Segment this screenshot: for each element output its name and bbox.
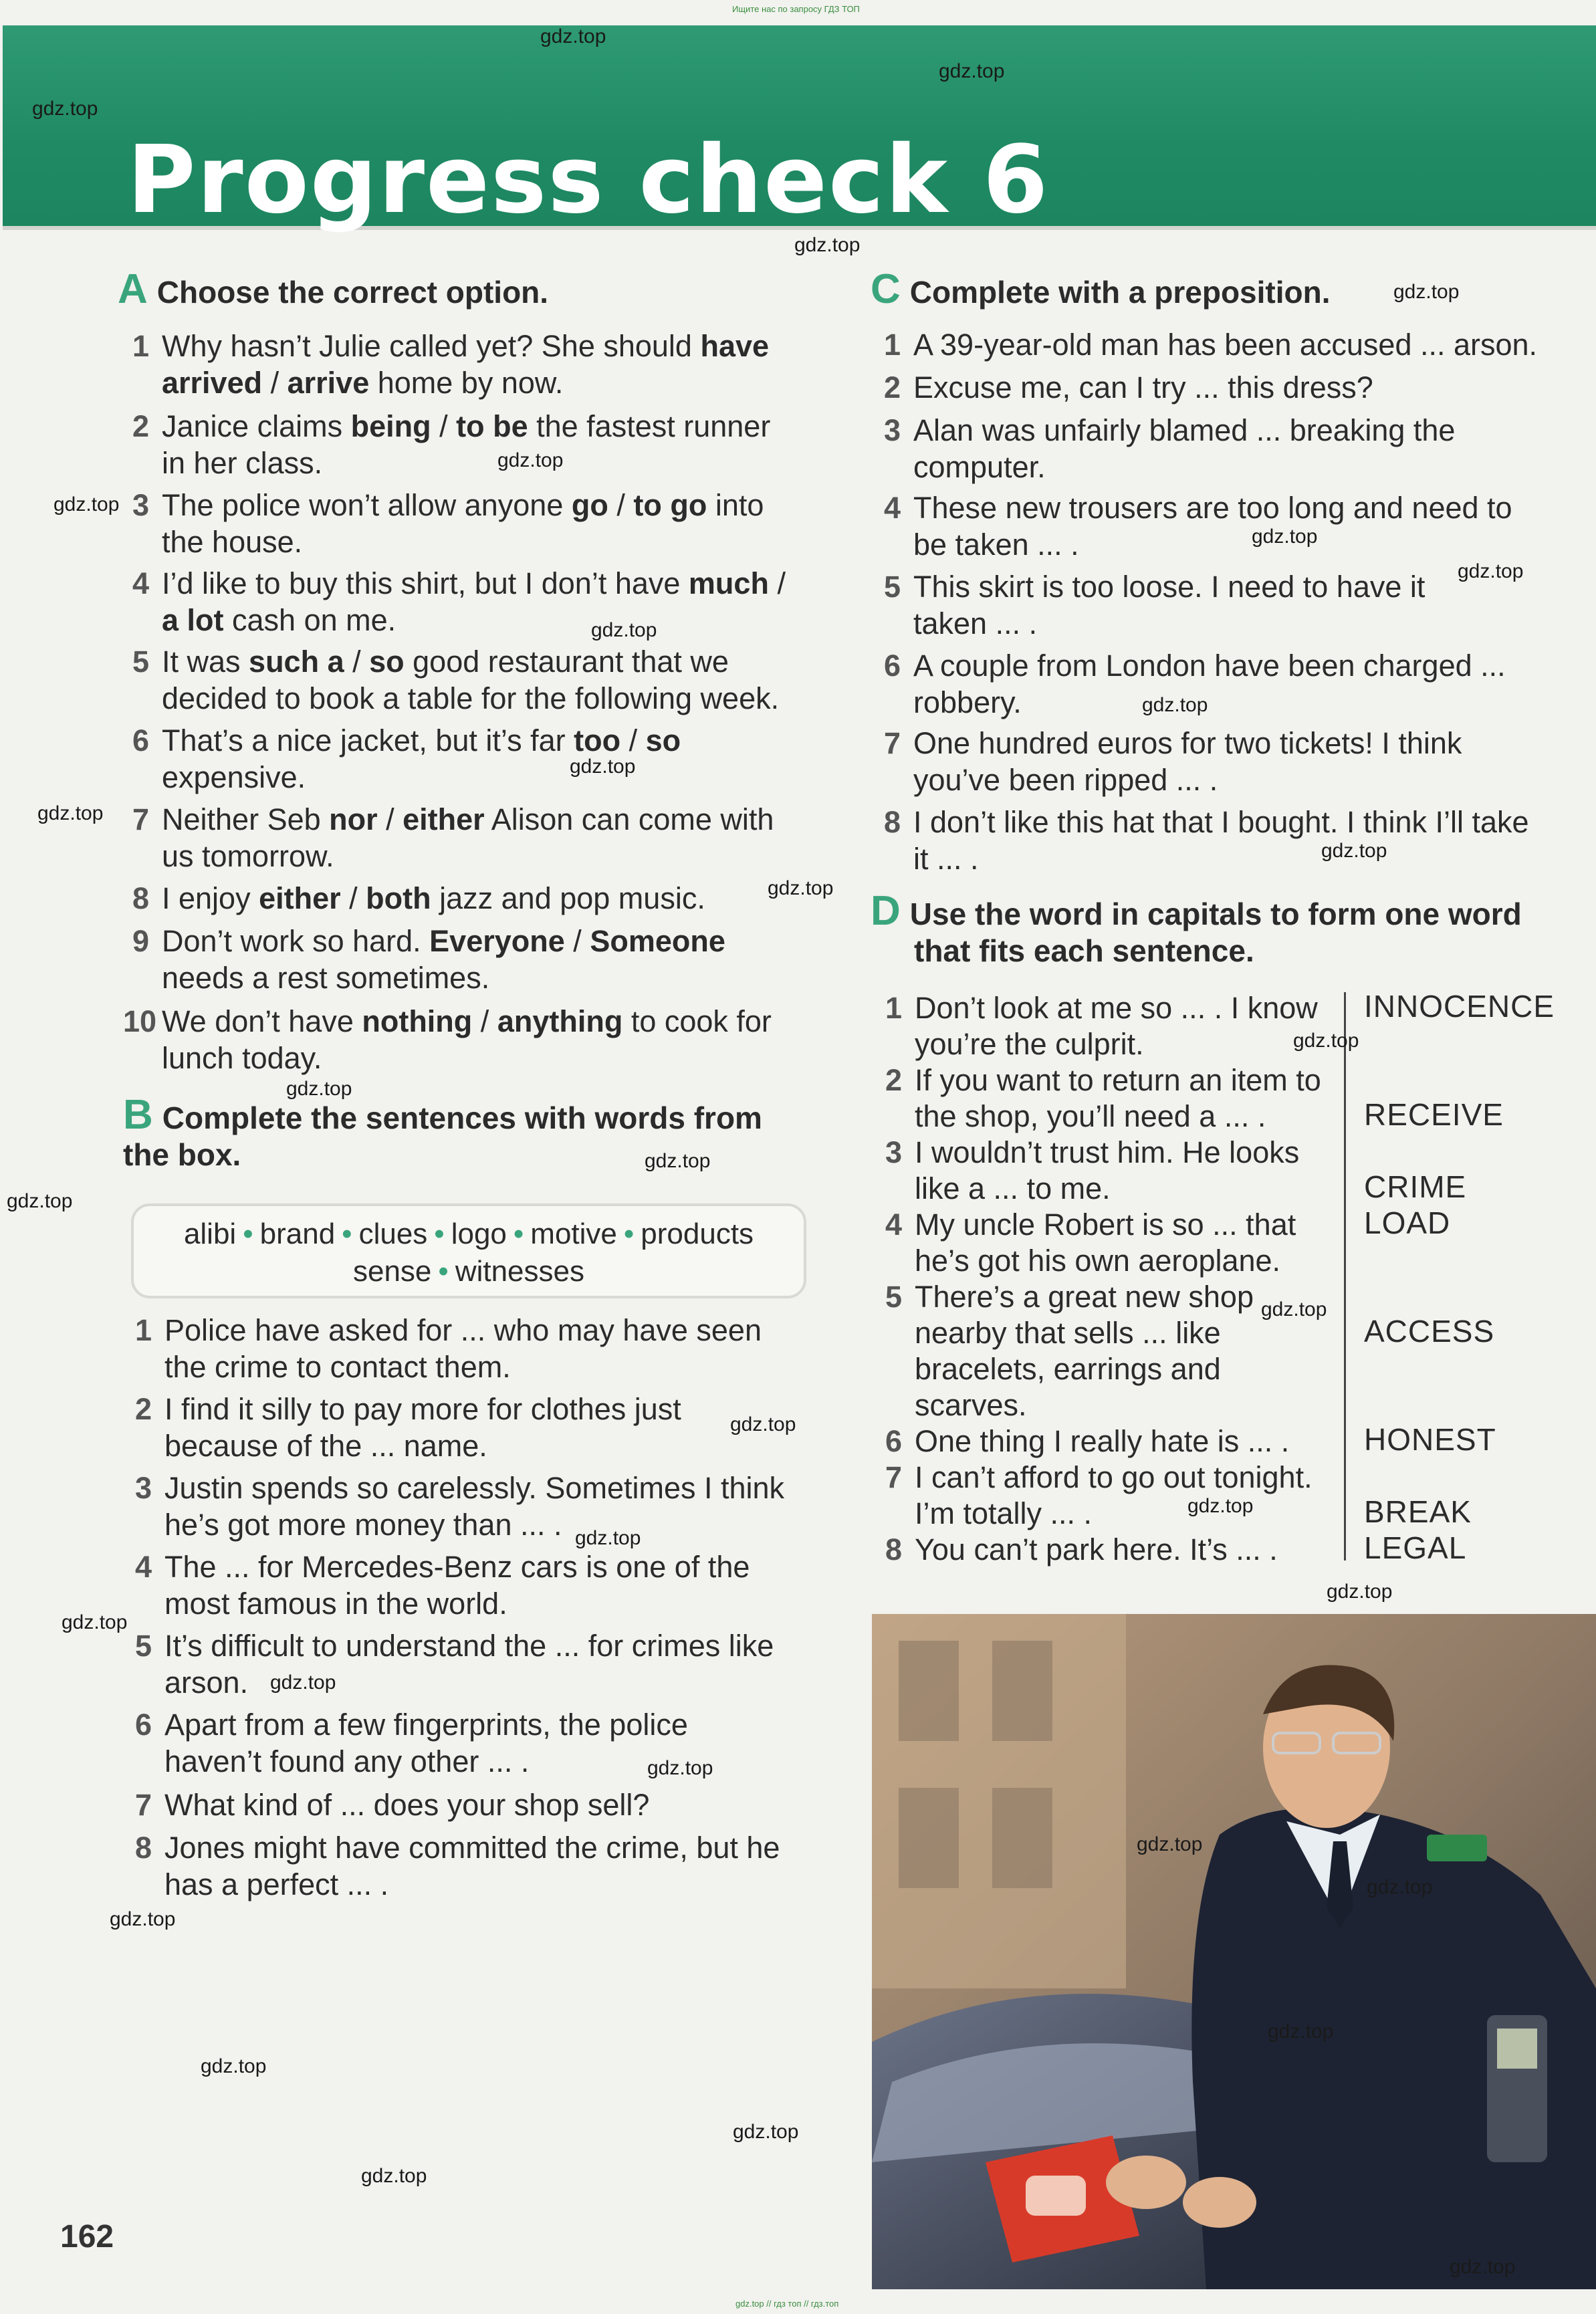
bullet-separator: •: [438, 1255, 449, 1288]
section-b-item-line1: Apart from a few fingerprints, the police: [164, 1708, 688, 1742]
watermark: gdz.top: [733, 2121, 799, 2143]
section-d-item-number: 2: [885, 1063, 903, 1097]
section-a-item-line2: expensive.: [162, 760, 306, 794]
section-b-item-8: [135, 1829, 780, 1903]
box-word: sense: [352, 1255, 432, 1288]
watermark: gdz.top: [1367, 1876, 1433, 1898]
watermark: gdz.top: [1261, 1298, 1327, 1320]
watermark: gdz.top: [1252, 526, 1318, 548]
section-b-item-number: 8: [135, 1831, 152, 1865]
capital-word: LOAD: [1364, 1205, 1451, 1240]
section-b-item-number: 1: [135, 1313, 152, 1347]
section-a-item-line2: needs a rest sometimes.: [162, 961, 490, 995]
section-b-item-line2: has a perfect ... .: [164, 1867, 389, 1901]
watermark: gdz.top: [1327, 1581, 1393, 1603]
bullet-separator: •: [513, 1218, 524, 1250]
bullet-separator: •: [623, 1218, 635, 1250]
bullet-separator: •: [434, 1218, 445, 1250]
section-a-item-number: 3: [132, 488, 150, 522]
section-d-line: [915, 1170, 1111, 1207]
section-a-item-number: 8: [132, 881, 150, 915]
section-b-item-line1: What kind of ... does your shop sell?: [164, 1788, 650, 1822]
section-a-item-line2: lunch today.: [162, 1041, 322, 1075]
section-a-item-line2: the house.: [162, 525, 303, 559]
top-note: Ищите нас по запросу ГДЗ ТОП: [732, 4, 860, 14]
section-a-item-line1: It was such a / so good restaurant that we: [162, 645, 729, 679]
section-d-item-number: 1: [885, 991, 903, 1025]
section-d-line-text: he’s got his own aeroplane.: [915, 1244, 1281, 1278]
word-box-row2: [134, 1253, 804, 1290]
section-b-item-number: 4: [135, 1550, 152, 1584]
section-d-heading: [871, 888, 1522, 969]
section-d-line: [885, 1459, 1313, 1496]
section-a-item-number: 6: [132, 723, 150, 758]
section-c-item-line1: I don’t like this hat that I bought. I think I’ll take: [913, 805, 1529, 839]
watermark: gdz.top: [645, 1150, 711, 1172]
section-b-item-4: [135, 1548, 750, 1622]
section-d-line-text: like a ... to me.: [915, 1171, 1111, 1205]
section-a-item-number: 7: [132, 802, 150, 836]
title-banner: [3, 25, 1596, 235]
box-word: witnesses: [455, 1255, 584, 1288]
section-c-item-line1: These new trousers are too long and need to: [913, 491, 1512, 525]
section-a-item-2: [132, 408, 771, 481]
section-b-item-6: [135, 1706, 688, 1780]
section-b-letter: B: [123, 1092, 153, 1138]
section-d-line-text: you’re the culprit.: [915, 1027, 1144, 1061]
section-d-line: [885, 1062, 1321, 1098]
section-d-line: [885, 990, 1318, 1026]
section-a-item-number: 9: [132, 924, 150, 958]
section-b-item-2: [135, 1391, 681, 1464]
watermark: gdz.top: [270, 1671, 336, 1694]
section-a-item-line2: in her class.: [162, 446, 323, 480]
section-d-line-text: You can’t park here. It’s ... .: [915, 1532, 1278, 1567]
section-d-line-text: My uncle Robert is so ... that: [915, 1207, 1296, 1242]
section-b-item-number: 2: [135, 1392, 152, 1426]
section-c-item-line1: Excuse me, can I try ... this dress?: [913, 370, 1373, 404]
watermark: gdz.top: [794, 234, 861, 256]
section-b-item-number: 6: [135, 1708, 152, 1742]
watermark: gdz.top: [570, 756, 636, 778]
section-a-item-line2: us tomorrow.: [162, 839, 334, 873]
capital-word: ACCESS: [1364, 1314, 1495, 1349]
watermark: gdz.top: [32, 98, 98, 120]
section-c-item-2: [884, 369, 1373, 406]
section-b-item-line2: because of the ... name.: [164, 1429, 487, 1463]
section-c-item-line2: robbery.: [913, 685, 1022, 719]
section-a-item-line1: Why hasn’t Julie called yet? She should have: [162, 329, 770, 363]
watermark: gdz.top: [1458, 560, 1524, 582]
watermark: gdz.top: [1137, 1833, 1203, 1855]
section-c-item-line1: One hundred euros for two tickets! I think: [913, 726, 1462, 760]
section-a-item-number: 1: [132, 329, 150, 363]
section-d-line-text: I’m totally ... .: [915, 1496, 1093, 1530]
section-c-item-line2: it ... .: [913, 842, 979, 876]
section-a-heading: [118, 266, 549, 312]
section-b-item-7: [135, 1786, 650, 1823]
section-d-line: [885, 1278, 1254, 1315]
section-b-item-5: [135, 1627, 774, 1701]
section-d-line-text: There’s a great new shop: [915, 1280, 1254, 1314]
section-a-item-line1: Janice claims being / to be the fastest runner: [162, 409, 771, 443]
section-d-line: [915, 1495, 1092, 1532]
watermark: gdz.top: [53, 493, 120, 515]
section-c-item-6: [884, 647, 1506, 721]
section-d-line: [885, 1206, 1296, 1243]
section-a-item-line1: That’s a nice jacket, but it’s far too / so: [162, 723, 681, 758]
watermark: gdz.top: [1321, 840, 1387, 862]
section-b-item-number: 3: [135, 1471, 152, 1505]
section-c-item-4: [884, 489, 1512, 563]
section-c-item-number: 2: [884, 370, 901, 404]
section-d-instruction-line1: Use the word in capitals to form one word: [909, 897, 1522, 931]
section-c-instruction: Complete with a preposition.: [909, 275, 1331, 310]
section-c-item-8: [884, 804, 1529, 877]
section-d-item-number: 8: [885, 1532, 903, 1567]
section-a-item-line2: arrived / arrive home by now.: [162, 366, 564, 400]
section-c-item-number: 8: [884, 805, 901, 839]
watermark: gdz.top: [1142, 694, 1208, 716]
section-d-line: [885, 1531, 1278, 1568]
section-d-line-text: One thing I really hate is ... .: [915, 1424, 1290, 1458]
section-d-line: [915, 1026, 1144, 1062]
watermark: gdz.top: [730, 1413, 796, 1435]
watermark: gdz.top: [939, 60, 1005, 82]
section-c-item-number: 7: [884, 726, 901, 760]
watermark: gdz.top: [591, 619, 657, 641]
traffic-warden-photo: [872, 1614, 1596, 2289]
section-c-item-3: [884, 412, 1456, 485]
section-c-item-line1: A 39-year-old man has been accused ... arson.: [913, 328, 1538, 362]
section-b-item-line2: the crime to contact them.: [164, 1350, 511, 1384]
section-c-item-1: [884, 326, 1538, 363]
section-b-item-line1: The ... for Mercedes-Benz cars is one of the: [164, 1550, 750, 1584]
capital-word: HONEST: [1364, 1422, 1496, 1457]
section-c-heading: [871, 266, 1331, 312]
section-b-item-number: 7: [135, 1788, 152, 1822]
section-d-line-text: nearby that sells ... like: [915, 1316, 1221, 1350]
watermark: gdz.top: [540, 25, 606, 47]
section-a-item-line1: I’d like to buy this shirt, but I don’t have much /: [162, 566, 786, 600]
section-a-item-line1: The police won’t allow anyone go / to go into: [162, 488, 764, 522]
watermark: gdz.top: [575, 1527, 641, 1549]
box-word: products: [641, 1218, 754, 1250]
watermark: gdz.top: [1450, 2256, 1516, 2278]
watermark: gdz.top: [110, 1908, 176, 1930]
section-d-line: [915, 1351, 1221, 1387]
section-d-line-text: I can’t afford to go out tonight.: [915, 1460, 1313, 1494]
section-c-item-line2: taken ... .: [913, 606, 1038, 641]
section-d-line-text: scarves.: [915, 1388, 1027, 1422]
watermark: gdz.top: [497, 449, 564, 471]
capital-word: INNOCENCE: [1364, 989, 1555, 1024]
section-a-item-number: 10: [123, 1004, 157, 1038]
section-a-item-line1: Neither Seb nor / either Alison can come with: [162, 802, 774, 836]
watermark: gdz.top: [1187, 1495, 1254, 1517]
watermark: gdz.top: [286, 1078, 352, 1100]
section-a-item-line2: a lot cash on me.: [162, 603, 396, 637]
section-c-item-number: 4: [884, 491, 901, 525]
box-word: logo: [451, 1218, 507, 1250]
bullet-separator: •: [243, 1218, 253, 1250]
section-b-item-line2: he’s got more money than ... .: [164, 1508, 562, 1542]
section-d-item-number: 7: [885, 1460, 903, 1494]
section-c-item-number: 3: [884, 413, 901, 447]
page-number: 162: [60, 2219, 114, 2254]
section-d-divider: [1344, 992, 1346, 1560]
watermark: gdz.top: [1293, 1030, 1359, 1052]
section-b-item-1: [135, 1312, 762, 1385]
watermark: gdz.top: [768, 877, 834, 899]
capital-word: RECEIVE: [1364, 1097, 1504, 1132]
section-a-item-8: [132, 880, 705, 917]
section-c-item-line1: Alan was unfairly blamed ... breaking the: [913, 413, 1456, 447]
section-b-item-line2: haven’t found any other ... .: [164, 1744, 530, 1778]
section-d-instruction-line2: that fits each sentence.: [914, 933, 1254, 968]
section-d-line-text: If you want to return an item to: [915, 1063, 1321, 1097]
watermark: gdz.top: [201, 2055, 267, 2077]
capital-word: CRIME: [1364, 1169, 1467, 1204]
watermark: gdz.top: [37, 802, 104, 824]
section-b-instruction-line1: Complete the sentences with words from: [162, 1101, 762, 1135]
section-a-letter: A: [118, 266, 148, 312]
section-d-item-number: 5: [885, 1280, 903, 1314]
section-d-line: [885, 1134, 1300, 1171]
watermark: gdz.top: [1268, 2020, 1334, 2043]
section-d-line: [915, 1314, 1221, 1351]
section-d-item-number: 6: [885, 1424, 903, 1458]
watermark: gdz.top: [361, 2165, 427, 2187]
watermark: gdz.top: [62, 1611, 128, 1633]
section-a-item-number: 5: [132, 645, 150, 679]
section-b-item-line1: Jones might have committed the crime, but he: [164, 1831, 780, 1865]
section-b-item-line1: Police have asked for ... who may have seen: [164, 1313, 762, 1347]
section-b-item-3: [135, 1470, 785, 1543]
section-d-item-number: 3: [885, 1135, 903, 1169]
section-c-item-number: 5: [884, 570, 901, 604]
watermark: gdz.top: [1393, 281, 1460, 303]
section-c-item-line1: This skirt is too loose. I need to have it: [913, 570, 1426, 604]
section-c-item-line2: you’ve been ripped ... .: [913, 763, 1218, 797]
section-b-instruction-line2: the box.: [123, 1137, 241, 1172]
section-a-item-1: [132, 328, 770, 401]
box-word: clues: [358, 1218, 428, 1250]
section-b-item-line2: most famous in the world.: [164, 1587, 507, 1621]
section-d-line-text: I wouldn’t trust him. He looks: [915, 1135, 1300, 1169]
section-a-item-10: [123, 1003, 772, 1076]
section-c-item-line1: A couple from London have been charged ...: [913, 649, 1506, 683]
word-box: [131, 1203, 806, 1298]
section-c-item-7: [884, 725, 1462, 798]
section-a-item-number: 2: [132, 409, 150, 443]
section-d-line-text: bracelets, earrings and: [915, 1352, 1221, 1386]
section-b-item-line2: arson.: [164, 1665, 249, 1700]
watermark: gdz.top: [7, 1190, 73, 1212]
box-word: brand: [259, 1218, 336, 1250]
section-a-item-line1: I enjoy either / both jazz and pop music.: [162, 881, 705, 915]
section-a-instruction: Choose the correct option.: [156, 275, 549, 310]
section-b-item-number: 5: [135, 1629, 152, 1663]
section-a-item-3: [132, 487, 764, 560]
section-a-item-4: [132, 565, 786, 639]
capital-word: BREAK: [1364, 1494, 1472, 1529]
section-d-letter: D: [871, 888, 901, 934]
section-d-line: [915, 1242, 1280, 1279]
section-b-item-line1: I find it silly to pay more for clothes just: [164, 1392, 681, 1426]
section-a-item-number: 4: [132, 566, 150, 600]
section-c-item-number: 1: [884, 328, 901, 362]
section-a-item-line2: decided to book a table for the following week.: [162, 681, 780, 715]
box-word: motive: [530, 1218, 617, 1250]
section-a-item-5: [132, 643, 780, 717]
section-c-item-number: 6: [884, 649, 901, 683]
section-d-line: [885, 1423, 1290, 1460]
watermark: gdz.top: [647, 1757, 713, 1779]
section-a-item-7: [132, 801, 774, 875]
section-b-item-line1: Justin spends so carelessly. Sometimes I think: [164, 1471, 785, 1505]
bullet-separator: •: [342, 1218, 352, 1250]
section-d-line-text: Don’t look at me so ... . I know: [915, 991, 1318, 1025]
section-b-item-line1: It’s difficult to understand the ... for crimes like: [164, 1629, 774, 1663]
section-d-line: [915, 1387, 1027, 1423]
section-c-item-5: [884, 568, 1426, 642]
section-a-item-line1: We don’t have nothing / anything to cook for: [162, 1004, 772, 1038]
page-title: Progress check 6: [127, 126, 1050, 235]
section-c-item-line2: computer.: [913, 450, 1046, 484]
section-d-item-number: 4: [885, 1207, 903, 1242]
section-d-line: [915, 1098, 1266, 1135]
capital-word: LEGAL: [1364, 1530, 1467, 1565]
box-word: alibi: [183, 1218, 237, 1250]
section-c-item-line2: be taken ... .: [913, 528, 1079, 562]
section-a-item-9: [132, 923, 725, 996]
section-c-letter: C: [871, 266, 901, 312]
bottom-note: gdz.top // гдз топ // гдз.топ: [735, 2299, 839, 2309]
word-box-row1: [134, 1216, 804, 1253]
section-d-line-text: the shop, you’ll need a ... .: [915, 1099, 1266, 1133]
section-a-item-line1: Don’t work so hard. Everyone / Someone: [162, 924, 725, 958]
